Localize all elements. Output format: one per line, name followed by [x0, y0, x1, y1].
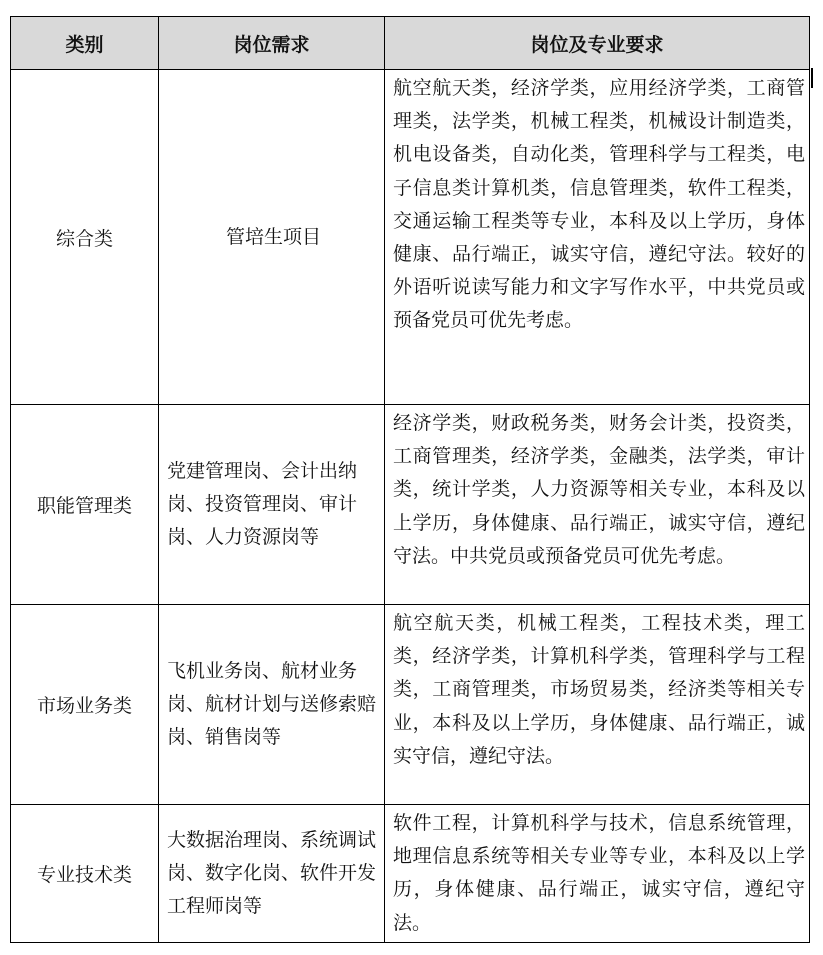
- row-position-need: 飞机业务岗、航材业务岗、航材计划与送修索赔岗、销售岗等: [159, 605, 385, 805]
- row-position-need: 管培生项目: [159, 70, 385, 405]
- margin-mark: [811, 68, 813, 88]
- row-category: 职能管理类: [11, 405, 159, 605]
- header-requirements: 岗位及专业要求: [385, 17, 810, 70]
- table-row: [11, 605, 810, 805]
- row-requirements: 软件工程，计算机科学与技术，信息系统管理，地理信息系统等相关专业等专业，本科及以上学历，身体健康、品行端正，诚实守信，遵纪守法。: [385, 805, 810, 943]
- row-requirements: 航空航天类，机械工程类，工程技术类，理工类，经济学类，计算机科学类，管理科学与工程类，工商管理类，市场贸易类，经济类等相关专业，本科及以上学历，身体健康、品行端正，诚实守信，遵纪守法。: [385, 605, 810, 805]
- table-row: [11, 805, 810, 943]
- recruitment-table: [10, 16, 810, 943]
- row-requirements: 航空航天类，经济学类，应用经济学类，工商管理类，法学类，机械工程类，机械设计制造类，机电设备类，自动化类，管理科学与工程类，电子信息类计算机类，信息管理类，软件工程类，交通运输工程类等专业，本科及以上学历，身体健康、品行端正，诚实守信，遵纪守法。较好的外语听说读写能力和文字写作水平，中共党员或预备党员可优先考虑。: [385, 70, 810, 405]
- table-row: [11, 70, 810, 405]
- row-position-need: 党建管理岗、会计出纳岗、投资管理岗、审计岗、人力资源岗等: [159, 405, 385, 605]
- header-row: [11, 17, 810, 70]
- row-category: 专业技术类: [11, 805, 159, 943]
- row-category: 综合类: [11, 70, 159, 405]
- header-position-need: 岗位需求: [159, 17, 385, 70]
- row-category: 市场业务类: [11, 605, 159, 805]
- row-position-need: 大数据治理岗、系统调试岗、数字化岗、软件开发工程师岗等: [159, 805, 385, 943]
- table-row: [11, 405, 810, 605]
- row-requirements: 经济学类，财政税务类，财务会计类，投资类，工商管理类，经济学类，金融类，法学类，审计类，统计学类，人力资源等相关专业，本科及以上学历，身体健康、品行端正，诚实守信，遵纪守法。中共党员或预备党员可优先考虑。: [385, 405, 810, 605]
- header-category: 类别: [11, 17, 159, 70]
